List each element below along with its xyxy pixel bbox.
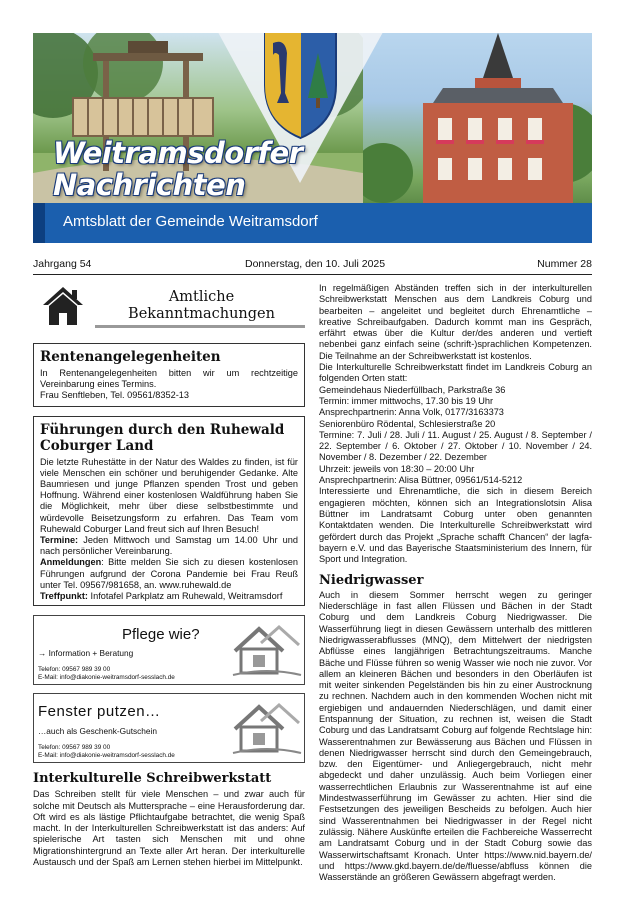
diakonie-house-logo-icon [231,699,303,757]
house-icon [42,285,84,327]
forest-tours-meeting-text: Infotafel Parkplatz am Ruhewald, Weitramsdorf [87,591,283,602]
forest-tours-dates [40,535,298,557]
workshop-paragraph-final: Interessierte und Ehrenamtliche, die sich in diesem Bereich engagieren möchten, können sich an Integrationslotsin Alisa Büttner im Landratsamt Coburg unter oben genannten Kontaktdaten wenden. Die Interkulturelle Schreibwerkstatt wird gefördert durch das Projekt „Sprache schafft Chancen“ der lagfa-bayern e.V. und das Bayerische Staatsministerium des Innern, für Sport und Integration. [319,486,592,565]
forest-tours-title-line-2: Coburger Land [40,437,154,454]
forest-tours-dates-text: Jeden Mittwoch und Samstag um 14.00 Uhr und nach persönlicher Vereinbarung. [40,535,298,557]
official-announcements-title-line-1: Amtliche [168,289,235,305]
forest-tours-box [33,416,305,607]
care-ad-title: Pflege wie? [122,626,200,644]
masthead-title-line-1: Weitramsdorfer [53,136,303,170]
forest-tours-registration-text: : Bitte melden Sie sich zu diesen kostenlosen Führungen aufgrund der Corona Pandemie bei Frau Reuß unter Tel. 09567/981658, an. www.ruhewald.de [40,557,298,590]
forest-tours-meeting-point [40,591,298,602]
workshop-paragraph-1: In regelmäßigen Abständen treffen sich in der interkulturellen Schreibwerkstatt Menschen aus dem Landkreis Coburg und bearbeiten – angeleitet und begleitet durch Ehrenamtliche – kreative Schreibaufgaben. Dadurch kommt man ins Gespräch, erfährt etwas über die Kultur der/des anderen und vertieft nebenbei ganz einfach seine (schrift-)sprachlichen Kompetenzen. Die Teilnahme an der Schreibwerkstatt ist kostenlos. [319,283,592,361]
masthead-banner [33,33,592,243]
masthead-title [33,137,592,201]
title-underline [95,325,305,328]
issue-date: Donnerstag, den 10. Juli 2025 [245,258,386,270]
workshop-dates-2: Termine: 7. Juli / 28. Juli / 11. August / 25. August / 8. September / 22. September / 6. Oktober / 27. Oktober / 10. November / 24. November / 8. Dezember / 22. Dezember [319,429,592,463]
writing-workshop-body: Das Schreiben stellt für viele Menschen – und zwar auch für solche mit Deutsch als Muttersprache – eine Herausforderung dar. Oft wird es als lästige Pflichtaufgabe betrachtet, die wenig Spaß macht. In der Interkulturellen Schreibwerkstatt ist das anders: Auf spielerische Art tasten sich Menschen mit und ohne Migrationshintergrund an Texte aller Art heran. Der interkulturelle Austausch und der Spaß am Lernen stehen hierbei im Mittelpunkt. [33,789,305,868]
window-ad-subtitle: …auch als Geschenk-Gutschein [38,726,157,737]
masthead-subtitle: Amtsblatt der Gemeinde Weitramsdorf [63,213,318,230]
workshop-time-1: Termin: immer mittwochs, 17.30 bis 19 Uhr [319,395,494,406]
low-water-title: Niedrigwasser [319,573,424,589]
subtitle-bar-accent [33,203,45,243]
left-column [33,285,305,868]
forest-tours-registration-label: Anmeldungen [40,557,102,568]
writing-workshop-title: Interkulturelle Schreibwerkstatt [33,771,272,787]
pension-notice-contact: Frau Senftleben, Tel. 09561/8352-13 [40,390,189,401]
issue-volume: Jahrgang 54 [33,258,92,270]
forest-tours-title-line-1: Führungen durch den Ruhewald [40,421,285,438]
issue-info-line [33,255,592,275]
workshop-time-2: Uhrzeit: jeweils von 18:30 – 20:00 Uhr [319,463,475,474]
right-column [319,283,592,883]
pension-notice-title: Rentenangelegenheiten [40,349,221,365]
care-ad-email: E-Mail: info@diakonie-weitramsdorf-sesslach.de [38,674,175,682]
official-announcements-title [98,289,305,323]
workshop-contact-2: Ansprechpartnerin: Alisa Büttner, 09561/514-5212 [319,475,523,486]
workshop-location-2: Seniorenbüro Rödental, Schlesierstraße 20 [319,418,496,429]
masthead-title-line-2: Nachrichten [53,168,246,202]
window-ad-title: Fenster putzen… [38,703,161,721]
care-ad-subtitle: → Information + Beratung [38,648,134,659]
low-water-body: Auch in diesem Sommer herrscht wegen zu geringer Niederschläge in fast allen Flüssen und Bächen in der Stadt Coburg und dem Landkreis Coburg Niedrigwasser. Die Wasserführung liegt in diesen Gewässern unterhalb des mittleren Niedrigwasserabflusses (MNQ), dem Mittelwert der niedrigsten Abflüsse eines langjährigen Betrachtungszeitraums. Manche Bäche und Flüsse führen so wenig Wasser wie noch nie zuvor. Vor allem an kleineren Bächen und besonders in den Oberläufen ist mit weiter sinkenden Pegelständen bis hin zu einer Austrocknung zu rechnen. Nachdem auch in den kommenden Wochen nicht mit ergiebigen und andauernden Niederschlägen, und damit einer Entspannung der Situation, zu rechnen ist, weisen die Stadt Coburg und das Landratsamt Coburg auf folgende Rechtslage hin: Wasserentnahmen zur Bewässerung aus Bächen und Flüssen in denen Niedrigwasser herrscht sind durch den Gemeingebrauch, bzw. den Eigentümer- und Anliegergebrauch, nicht mehr abgedeckt und daher unzulässig. Auch beim Vorliegen einer wasserrechtlichen Erlaubnis zur Wasserentnahme ist auf eine Mindestwasserführung im Gewässer zu achten. Hier sind die Festsetzungen des jeweiligen Bescheids zu befolgen. Auch hier sind Wasserentnahmen bei Niedrigwasser in der Regel nicht zulässig. Nähere Auskünfte erteilen die Fachbereiche Wasserrecht am Landratsamt Coburg und in der Stadt Coburg sowie das Wasserwirtschaftsamt Kronach. Unter https://www.nid.bayern.de/ und https://www.gkd.bayern.de/de/fluesse/abfluss können die Wasserstände an größeren Gewässern abgefragt werden. [319,589,592,883]
issue-number: Nummer 28 [537,258,592,270]
subtitle-bar [33,203,592,243]
forest-tours-body: Die letzte Ruhestätte in der Natur des Waldes zu finden, ist für viele Menschen ein schöner und beruhigender Gedanke. Alte Baumriesen und junge Pflanzen spenden Trost und geben Hoffnung. Während einer kostenlosen Waldführung haben Sie die Möglichkeit, mehr über diese selbstbestimmte und würdevolle Beisetzungsform zu erfahren. Das Team vom Ruhewald Coburger Land freut sich auf Ihren Besuch! [40,456,298,534]
pension-notice-box [33,343,305,407]
forest-tours-registration [40,557,298,591]
window-ad-phone: Telefon: 09567 989 39 00 [38,744,111,752]
window-ad-email: E-Mail: info@diakonie-weitramsdorf-sesslach.de [38,752,175,760]
diakonie-house-logo-icon [231,621,303,679]
workshop-paragraph-2: Die Interkulturelle Schreibwerkstatt findet im Landkreis Coburg an folgenden Orten statt: [319,362,592,384]
window-cleaning-ad [33,693,305,763]
official-announcements-title-line-2: Bekanntmachungen [128,306,275,322]
forest-tours-meeting-label: Treffpunkt: [40,591,88,602]
forest-tours-title [40,422,298,454]
official-announcements-header [33,285,305,331]
workshop-contact-1: Ansprechpartnerin: Anna Volk, 0177/3163373 [319,407,504,418]
care-advice-ad [33,615,305,685]
care-ad-phone: Telefon: 09567 989 39 00 [38,666,111,674]
forest-tours-dates-label: Termine: [40,535,79,546]
workshop-location-1: Gemeindehaus Niederfüllbach, Parkstraße 36 [319,384,506,395]
pension-notice-body: In Rentenangelegenheiten bitten wir um rechtzeitige Vereinbarung eines Termins. [40,368,298,390]
